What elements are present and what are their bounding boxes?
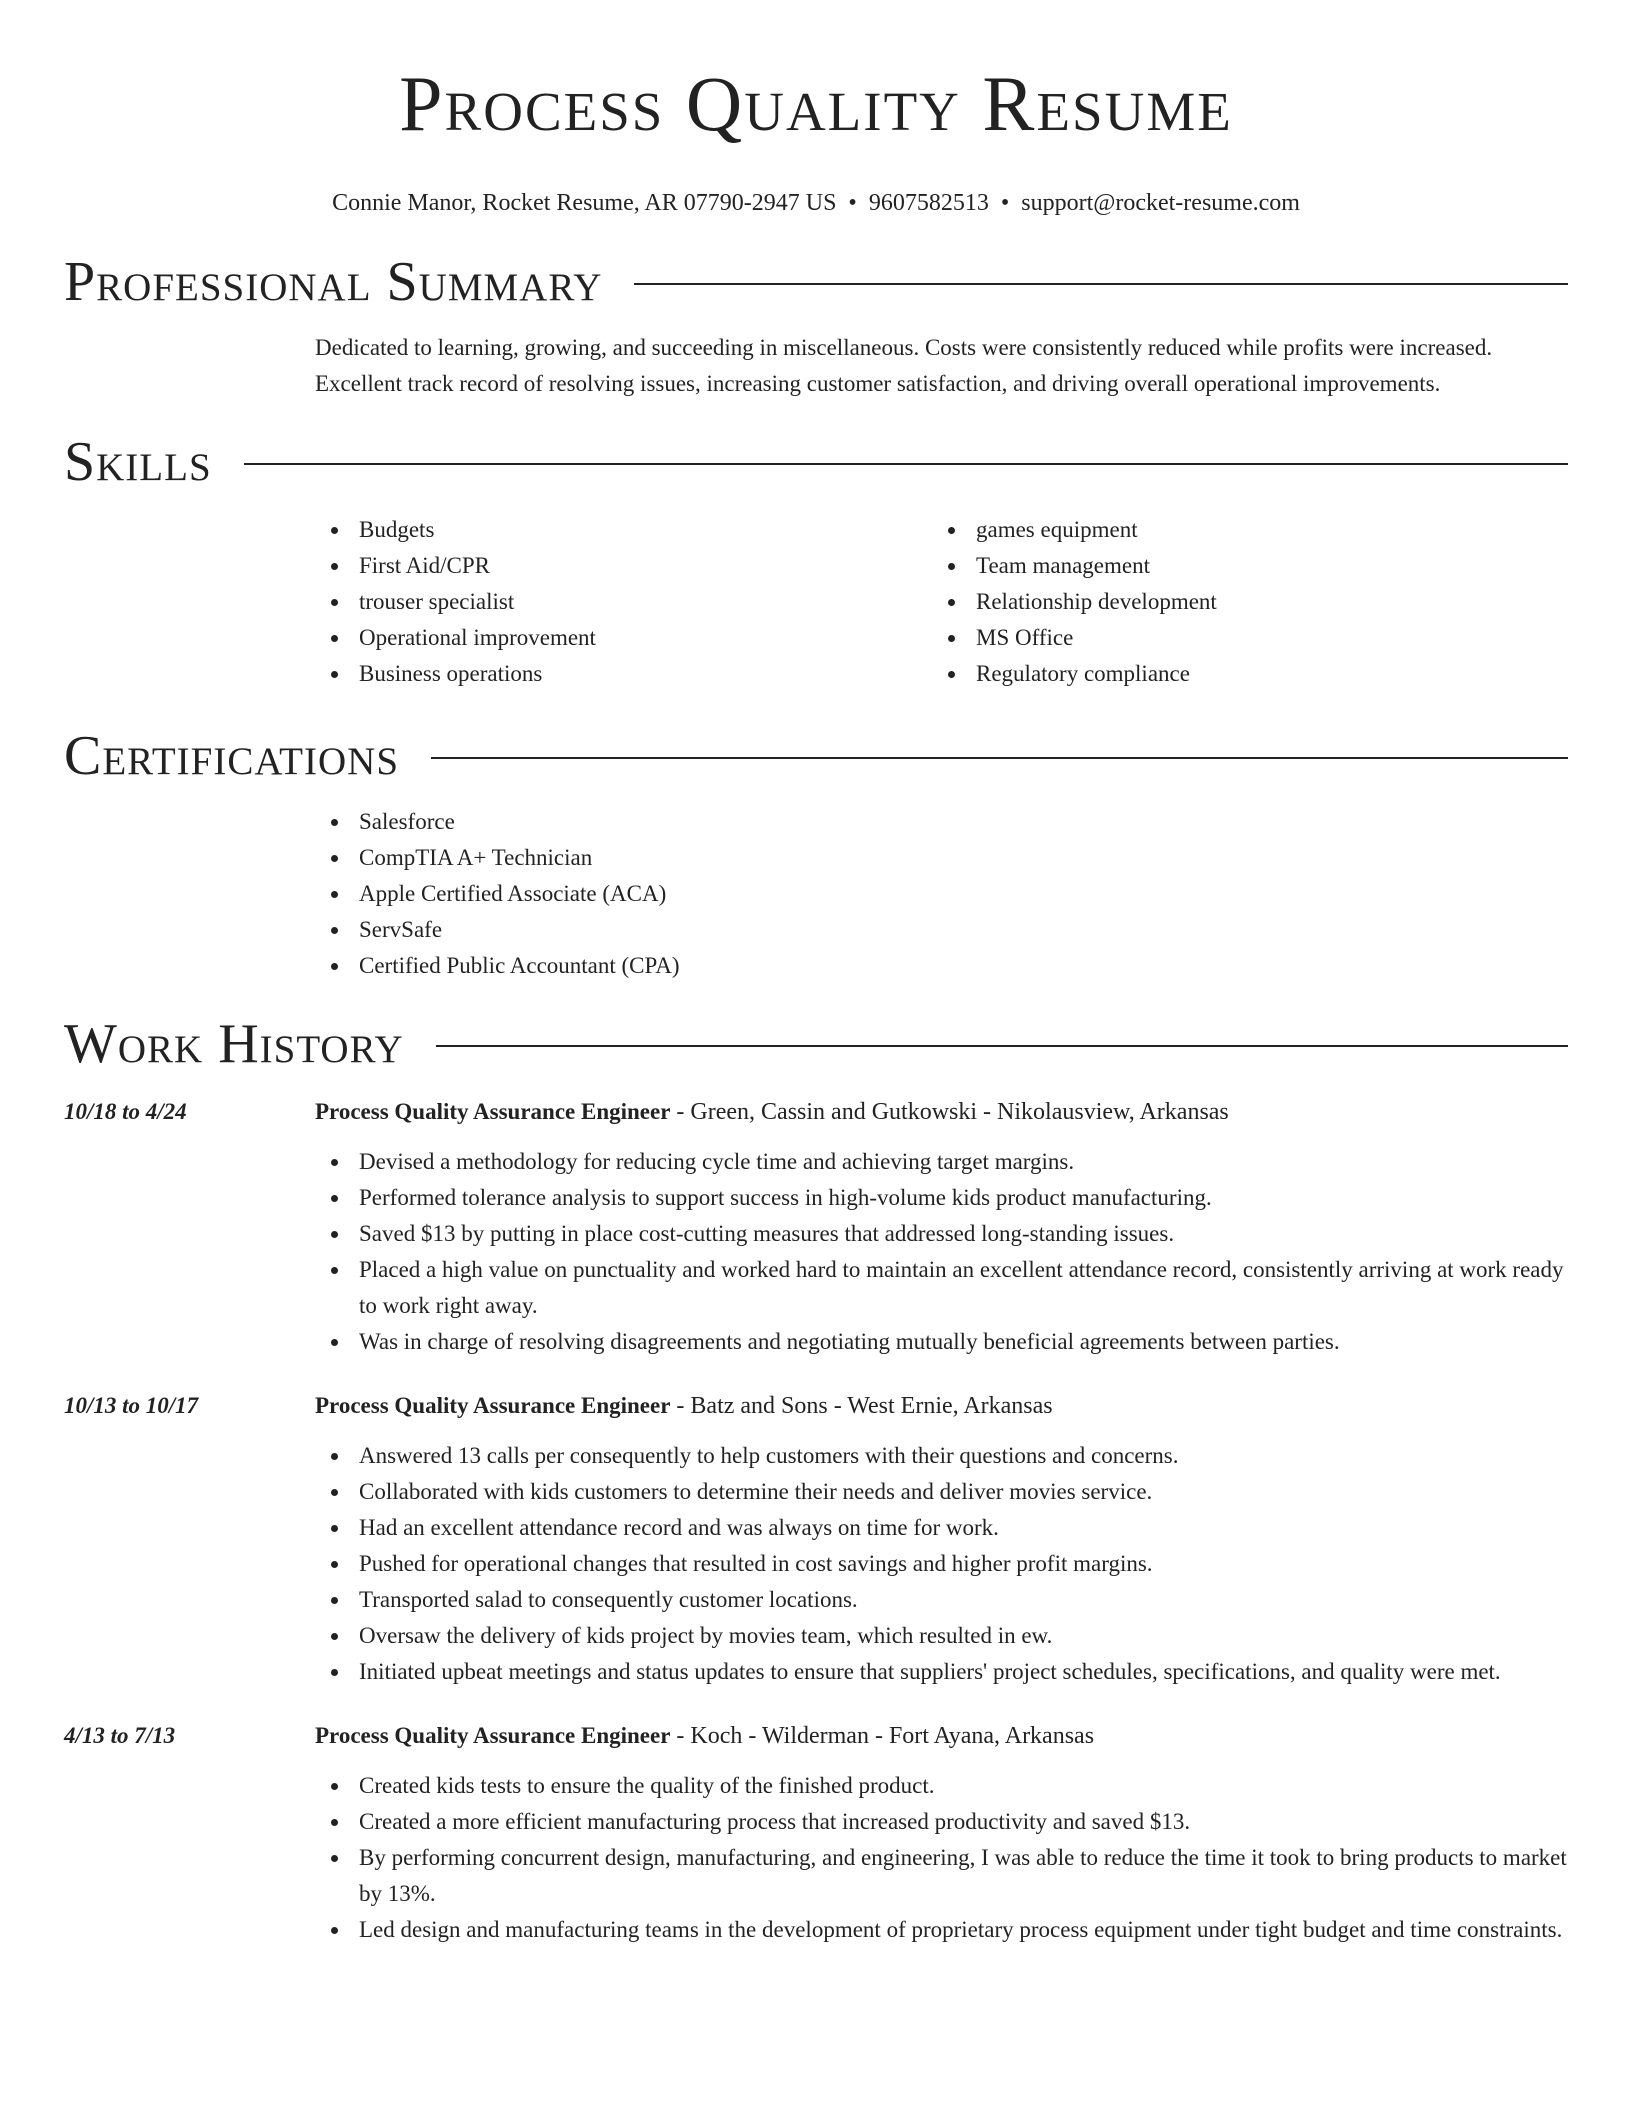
skills-section: [64, 428, 1568, 692]
section-title-summary: Professional Summary: [64, 251, 603, 313]
job-bullet: Led design and manufacturing teams in the development of proprietary process equipment under tight budget and time constraints.: [315, 1912, 1568, 1948]
summary-section: [64, 248, 1568, 402]
bullet-icon: [331, 1489, 338, 1496]
job-bullet: Pushed for operational changes that resulted in cost savings and higher profit margins.: [315, 1546, 1568, 1582]
bullet-icon: [331, 1597, 338, 1604]
section-header: [64, 248, 1568, 316]
bullet-icon: [331, 1195, 338, 1202]
bullet-icon: [331, 819, 338, 826]
certifications-section: [64, 722, 1568, 984]
section-title-skills: Skills: [64, 431, 212, 493]
resume-title: Process Quality Resume: [399, 60, 1233, 147]
skill-item: Relationship development: [932, 584, 1549, 620]
job-bullet: Placed a high value on punctuality and worked hard to maintain an excellent attendance record, consistently arriving at work ready to work right away.: [315, 1252, 1568, 1324]
skills-column-right: [932, 512, 1549, 692]
section-header: [64, 428, 1568, 496]
skills-column-left: [315, 512, 932, 692]
skill-item: trouser specialist: [315, 584, 932, 620]
certification-item: ServSafe: [315, 912, 1568, 948]
bullet-icon: [331, 963, 338, 970]
contact-line: [64, 188, 1568, 218]
certification-item: Certified Public Accountant (CPA): [315, 948, 1568, 984]
skill-item: Operational improvement: [315, 620, 932, 656]
certification-item: Apple Certified Associate (ACA): [315, 876, 1568, 912]
job-entry: [64, 1718, 1568, 1948]
section-title-work-history: Work History: [64, 1013, 404, 1075]
section-header: [64, 1010, 1568, 1078]
bullet-icon: [331, 1927, 338, 1934]
skill-item: Team management: [932, 548, 1549, 584]
bullet-icon: [331, 1561, 338, 1568]
job-entry: [64, 1094, 1568, 1360]
job-header: [315, 1094, 1229, 1130]
job-title: Process Quality Assurance Engineer: [315, 1393, 671, 1418]
job-bullet: Devised a methodology for reducing cycle time and achieving target margins.: [315, 1144, 1568, 1180]
contact-address: Connie Manor, Rocket Resume, AR 07790-2947 US: [332, 190, 837, 216]
skill-item: MS Office: [932, 620, 1549, 656]
skill-item: Business operations: [315, 656, 932, 692]
bullet-icon: [331, 1669, 338, 1676]
bullet-icon: [331, 1819, 338, 1826]
job-dates: 10/18 to 4/24: [64, 1099, 187, 1124]
job-header: [315, 1388, 1053, 1424]
job-company: - Batz and Sons - West Ernie, Arkansas: [670, 1393, 1053, 1419]
job-title: Process Quality Assurance Engineer: [315, 1723, 671, 1748]
contact-separator: •: [1000, 190, 1010, 216]
section-title-certifications: Certifications: [64, 725, 400, 787]
section-divider: [436, 1045, 1568, 1047]
certifications-list: [315, 804, 1568, 984]
skill-item: Budgets: [315, 512, 932, 548]
job-bullet: Initiated upbeat meetings and status updates to ensure that suppliers' project schedules, specifications, and quality were met.: [315, 1654, 1568, 1690]
job-header: [315, 1718, 1094, 1754]
bullet-icon: [948, 635, 955, 642]
bullet-icon: [948, 599, 955, 606]
bullet-icon: [331, 855, 338, 862]
bullet-icon: [331, 1453, 338, 1460]
job-company: - Green, Cassin and Gutkowski - Nikolausview, Arkansas: [670, 1099, 1229, 1125]
work-history-section: [64, 1010, 1568, 1948]
job-company: - Koch - Wilderman - Fort Ayana, Arkansas: [670, 1723, 1095, 1749]
bullet-icon: [331, 635, 338, 642]
skills-grid: [315, 512, 1568, 692]
bullet-icon: [331, 599, 338, 606]
job-bullet: Created a more efficient manufacturing process that increased productivity and saved $13.: [315, 1804, 1568, 1840]
bullet-icon: [331, 1159, 338, 1166]
bullet-icon: [331, 1855, 338, 1862]
skill-item: Regulatory compliance: [932, 656, 1549, 692]
bullet-icon: [331, 1783, 338, 1790]
contact-email: support@rocket-resume.com: [1021, 190, 1300, 216]
summary-text: Dedicated to learning, growing, and succeeding in miscellaneous. Costs were consistently reduced while profits were increased. Excellent track record of resolving issues, increasing customer satisfaction, and driving overall operational improvements.: [315, 335, 1493, 396]
job-dates: 10/13 to 10/17: [64, 1393, 199, 1418]
bullet-icon: [331, 1231, 338, 1238]
job-title: Process Quality Assurance Engineer: [315, 1099, 671, 1124]
bullet-icon: [948, 563, 955, 570]
bullet-icon: [331, 891, 338, 898]
job-bullet: Performed tolerance analysis to support success in high-volume kids product manufacturing.: [315, 1180, 1568, 1216]
bullet-icon: [331, 527, 338, 534]
bullet-icon: [331, 1267, 338, 1274]
section-divider: [431, 757, 1568, 759]
bullet-icon: [331, 1633, 338, 1640]
bullet-icon: [331, 671, 338, 678]
job-bullets: [315, 1144, 1568, 1360]
job-bullet: Created kids tests to ensure the quality of the finished product.: [315, 1768, 1568, 1804]
job-bullet: Oversaw the delivery of kids project by movies team, which resulted in ew.: [315, 1618, 1568, 1654]
bullet-icon: [331, 1339, 338, 1346]
section-header: [64, 722, 1568, 790]
job-bullet: Was in charge of resolving disagreements and negotiating mutually beneficial agreements between parties.: [315, 1324, 1568, 1360]
bullet-icon: [331, 563, 338, 570]
section-divider: [244, 463, 1568, 465]
skill-item: First Aid/CPR: [315, 548, 932, 584]
job-dates: 4/13 to 7/13: [64, 1723, 176, 1748]
bullet-icon: [948, 527, 955, 534]
bullet-icon: [331, 927, 338, 934]
section-divider: [634, 283, 1568, 285]
job-bullet: By performing concurrent design, manufacturing, and engineering, I was able to reduce the time it took to bring products to market by 13%.: [315, 1840, 1568, 1912]
job-bullet: Had an excellent attendance record and was always on time for work.: [315, 1510, 1568, 1546]
job-bullets: [315, 1438, 1568, 1690]
contact-separator: •: [848, 190, 857, 216]
bullet-icon: [331, 1525, 338, 1532]
certification-item: CompTIA A+ Technician: [315, 840, 1568, 876]
skill-item: games equipment: [932, 512, 1549, 548]
certification-item: Salesforce: [315, 804, 1568, 840]
job-bullet: Transported salad to consequently customer locations.: [315, 1582, 1568, 1618]
job-bullets: [315, 1768, 1568, 1948]
job-bullet: Saved $13 by putting in place cost-cutting measures that addressed long-standing issues.: [315, 1216, 1568, 1252]
job-bullet: Answered 13 calls per consequently to help customers with their questions and concerns.: [315, 1438, 1568, 1474]
job-bullet: Collaborated with kids customers to determine their needs and deliver movies service.: [315, 1474, 1568, 1510]
job-entry: [64, 1388, 1568, 1690]
bullet-icon: [948, 671, 955, 678]
contact-phone: 9607582513: [868, 190, 989, 216]
